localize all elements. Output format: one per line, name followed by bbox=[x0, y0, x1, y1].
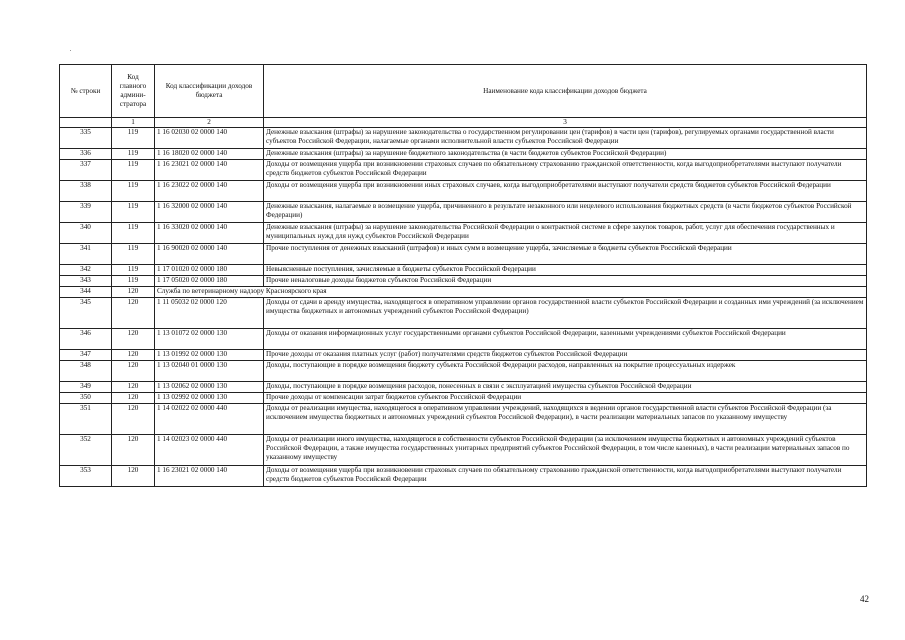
row-number-cell: 343 bbox=[60, 276, 112, 287]
table-row bbox=[60, 350, 867, 361]
admin-code-cell: 119 bbox=[112, 149, 155, 160]
class-code-cell: 1 13 01992 02 0000 130 bbox=[155, 350, 264, 361]
code-name-cell: Доходы от реализации иного имущества, находящегося в собственности субъектов Российской Федерации (за исключением имущества бюджетных и автономных учреждений субъектов Российской Федерации, а также имущества государственных унитарных предприятий субъектов Российской Федерации, в том числе казенных), в части реализации материальных запасов по указанному имуществу bbox=[264, 435, 867, 466]
class-code-cell: 1 16 23021 02 0000 140 bbox=[155, 466, 264, 487]
admin-code-cell: 119 bbox=[112, 276, 155, 287]
revenue-code-table bbox=[59, 64, 867, 487]
table-row bbox=[60, 404, 867, 435]
class-code-cell: 1 16 02030 02 0000 140 bbox=[155, 128, 264, 149]
row-number-cell: 353 bbox=[60, 466, 112, 487]
row-number-cell: 335 bbox=[60, 128, 112, 149]
header-name: Наименование кода классификации доходов бюджета bbox=[264, 65, 867, 118]
class-code-cell: 1 16 23022 02 0000 140 bbox=[155, 181, 264, 202]
code-name-cell: Прочие неналоговые доходы бюджетов субъектов Российской Федерации bbox=[264, 276, 867, 287]
row-number-cell: 342 bbox=[60, 265, 112, 276]
code-name-cell: Денежные взыскания (штрафы) за нарушение бюджетного законодательства (в части бюджетов субъектов Российской Федерации) bbox=[264, 149, 867, 160]
code-name-cell: Невыясненные поступления, зачисляемые в бюджеты субъектов Российской Федерации bbox=[264, 265, 867, 276]
code-name-cell: Доходы от оказания информационных услуг государственными органами субъектов Российской Федерации, казенными учреждениями субъектов Российской Федерации bbox=[264, 329, 867, 350]
scan-mark bbox=[70, 50, 71, 51]
admin-code-cell: 120 bbox=[112, 298, 155, 329]
admin-code-cell: 120 bbox=[112, 329, 155, 350]
row-number-cell: 337 bbox=[60, 160, 112, 181]
table-row bbox=[60, 202, 867, 223]
header-class-code: Код классификации доходов бюджета bbox=[155, 65, 264, 118]
header-admin-code: Код главного админи-стратора bbox=[112, 65, 155, 118]
code-name-cell: Доходы от возмещения ущерба при возникновении иных страховых случаев, когда выгодоприобретателями выступают получатели средств бюджетов субъектов Российской Федерации bbox=[264, 181, 867, 202]
table-row bbox=[60, 361, 867, 382]
table-row bbox=[60, 298, 867, 329]
admin-code-cell: 119 bbox=[112, 160, 155, 181]
row-number-cell: 352 bbox=[60, 435, 112, 466]
class-code-cell: 1 11 05032 02 0000 120 bbox=[155, 298, 264, 329]
table-row bbox=[60, 160, 867, 181]
code-name-cell: Прочие поступления от денежных взысканий (штрафов) и иных сумм в возмещение ущерба, зачисляемые в бюджеты субъектов Российской Федерации bbox=[264, 244, 867, 265]
admin-code-cell: 119 bbox=[112, 223, 155, 244]
table-body bbox=[60, 128, 867, 487]
table-row bbox=[60, 393, 867, 404]
admin-code-cell: 120 bbox=[112, 404, 155, 435]
class-code-cell: 1 17 05020 02 0000 180 bbox=[155, 276, 264, 287]
code-name-cell: Доходы от возмещения ущерба при возникновении страховых случаев по обязательному страхованию гражданской ответственности, когда выгодоприобретателями выступают получатели средств бюджетов субъектов Российской Федерации bbox=[264, 160, 867, 181]
class-code-cell: 1 16 23021 02 0000 140 bbox=[155, 160, 264, 181]
row-number-cell: 344 bbox=[60, 287, 112, 298]
row-number-cell: 336 bbox=[60, 149, 112, 160]
admin-code-cell: 120 bbox=[112, 350, 155, 361]
table-row bbox=[60, 276, 867, 287]
table-row bbox=[60, 244, 867, 265]
class-code-cell: 1 14 02023 02 0000 440 bbox=[155, 435, 264, 466]
admin-code-cell: 120 bbox=[112, 393, 155, 404]
row-number-cell: 341 bbox=[60, 244, 112, 265]
admin-code-cell: 119 bbox=[112, 202, 155, 223]
admin-code-cell: 120 bbox=[112, 287, 155, 298]
row-number-cell: 348 bbox=[60, 361, 112, 382]
class-code-cell: 1 17 01020 02 0000 180 bbox=[155, 265, 264, 276]
row-number-cell: 346 bbox=[60, 329, 112, 350]
row-number-cell: 351 bbox=[60, 404, 112, 435]
header-row-no: № строки bbox=[60, 65, 112, 118]
code-name-cell: Доходы от сдачи в аренду имущества, находящегося в оперативном управлении органов государственной власти субъектов Российской Федерации и созданных ими учреждений (за исключением имущества бюджетных и автономных учреждений субъектов Российской Федерации) bbox=[264, 298, 867, 329]
code-name-cell: Доходы от реализации имущества, находящегося в оперативном управлении учреждений, находящихся в ведении органов государственной власти субъектов Российской Федерации (за исключением имущества бюджетных и автономных учреждений субъектов Российской Федерации), в части реализации материальных запасов по указанному имуществу bbox=[264, 404, 867, 435]
admin-code-cell: 120 bbox=[112, 361, 155, 382]
class-code-cell: 1 13 02992 02 0000 130 bbox=[155, 393, 264, 404]
row-number-cell: 338 bbox=[60, 181, 112, 202]
admin-code-cell: 119 bbox=[112, 244, 155, 265]
class-code-cell: 1 13 02062 02 0000 130 bbox=[155, 382, 264, 393]
table-row bbox=[60, 181, 867, 202]
table-row bbox=[60, 329, 867, 350]
class-code-cell: 1 13 02040 01 0000 130 bbox=[155, 361, 264, 382]
row-number-cell: 350 bbox=[60, 393, 112, 404]
code-name-cell: Доходы от возмещения ущерба при возникновении страховых случаев по обязательному страхованию гражданской ответственности, когда выгодоприобретателями выступают получатели средств бюджетов субъектов Российской Федерации bbox=[264, 466, 867, 487]
index-cell: 1 bbox=[112, 118, 155, 128]
admin-code-cell: 119 bbox=[112, 181, 155, 202]
row-number-cell: 340 bbox=[60, 223, 112, 244]
class-code-cell: 1 16 32000 02 0000 140 bbox=[155, 202, 264, 223]
class-code-cell: 1 13 01072 02 0000 130 bbox=[155, 329, 264, 350]
admin-code-cell: 120 bbox=[112, 466, 155, 487]
class-code-cell: 1 14 02022 02 0000 440 bbox=[155, 404, 264, 435]
table-row bbox=[60, 265, 867, 276]
class-code-cell: 1 16 33020 02 0000 140 bbox=[155, 223, 264, 244]
code-name-cell: Денежные взыскания, налагаемые в возмещение ущерба, причиненного в результате незаконного или нецелевого использования бюджетных средств (в части бюджетов субъектов Российской Федерации) bbox=[264, 202, 867, 223]
section-title-cell: Служба по ветеринарному надзору Красноярского края bbox=[155, 287, 867, 298]
admin-code-cell: 119 bbox=[112, 128, 155, 149]
code-name-cell: Денежные взыскания (штрафы) за нарушение законодательства о государственном регулировании цен (тарифов) в части цен (тарифов), регулируемых органами государственной власти субъектов Российской Федерации, налагаемые органами исполнительной власти субъектов Российской Федерации bbox=[264, 128, 867, 149]
table-row bbox=[60, 382, 867, 393]
row-number-cell: 339 bbox=[60, 202, 112, 223]
table-row bbox=[60, 435, 867, 466]
index-cell: 3 bbox=[264, 118, 867, 128]
code-name-cell: Прочие доходы от компенсации затрат бюджетов субъектов Российской Федерации bbox=[264, 393, 867, 404]
admin-code-cell: 120 bbox=[112, 382, 155, 393]
table-row bbox=[60, 466, 867, 487]
row-number-cell: 347 bbox=[60, 350, 112, 361]
row-number-cell: 345 bbox=[60, 298, 112, 329]
header-row bbox=[60, 65, 867, 118]
code-name-cell: Доходы, поступающие в порядке возмещения расходов, понесенных в связи с эксплуатацией имущества субъектов Российской Федерации bbox=[264, 382, 867, 393]
table-row bbox=[60, 128, 867, 149]
index-cell: 2 bbox=[155, 118, 264, 128]
index-cell bbox=[60, 118, 112, 128]
admin-code-cell: 120 bbox=[112, 435, 155, 466]
row-number-cell: 349 bbox=[60, 382, 112, 393]
page-number: 42 bbox=[860, 594, 869, 604]
class-code-cell: 1 16 90020 02 0000 140 bbox=[155, 244, 264, 265]
code-name-cell: Прочие доходы от оказания платных услуг (работ) получателями средств бюджетов субъектов Российской Федерации bbox=[264, 350, 867, 361]
table-row bbox=[60, 149, 867, 160]
column-index-row bbox=[60, 118, 867, 128]
code-name-cell: Доходы, поступающие в порядке возмещения бюджету субъекта Российской Федерации расходов, направленных на покрытие процессуальных издержек bbox=[264, 361, 867, 382]
code-name-cell: Денежные взыскания (штрафы) за нарушение законодательства Российской Федерации о контрактной системе в сфере закупок товаров, работ, услуг для обеспечения государственных и муниципальных нужд для нужд субъектов Российской Федерации bbox=[264, 223, 867, 244]
table-row bbox=[60, 287, 867, 298]
class-code-cell: 1 16 18020 02 0000 140 bbox=[155, 149, 264, 160]
table-row bbox=[60, 223, 867, 244]
admin-code-cell: 119 bbox=[112, 265, 155, 276]
